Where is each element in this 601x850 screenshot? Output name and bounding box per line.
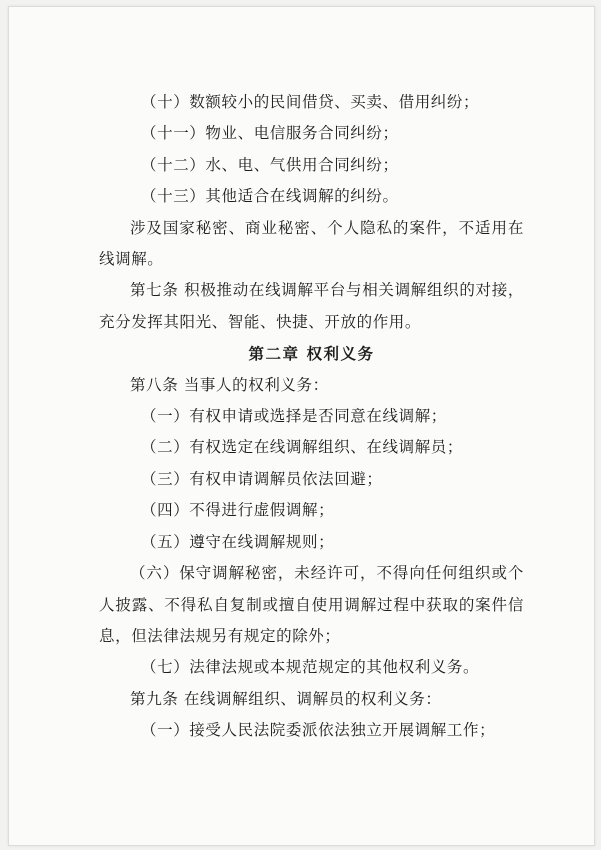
clause-13: （十三）其他适合在线调解的纠纷。 bbox=[141, 187, 399, 206]
clause-12: （十二）水、电、气供用合同纠纷； bbox=[141, 155, 399, 174]
document-page bbox=[8, 6, 595, 846]
clause-10: （十）数额较小的民间借贷、买卖、借用纠纷； bbox=[141, 93, 480, 111]
document-body bbox=[99, 87, 524, 747]
article-7: 第七条 积极推动在线调解平台与相关调解组织的对接，充分发挥其阳光、智能、快捷、开放的作用。 bbox=[99, 281, 524, 331]
article-8-item-7: （七）法律法规或本规范规定的其他权利义务。 bbox=[141, 658, 480, 677]
article-9-title: 第九条 在线调解组织、调解员的权利义务： bbox=[130, 689, 442, 708]
exclusion-paragraph: 涉及国家秘密、商业秘密、个人隐私的案件，不适用在线调解。 bbox=[99, 218, 524, 269]
article-8-item-6: （六）保守调解秘密，未经许可，不得向任何组织或个人披露、不得私自复制或擅自使用调解过程中获取的案件信息，但法律法规另有规定的除外； bbox=[99, 564, 524, 645]
article-8-item-5: （五）遵守在线调解规则； bbox=[141, 532, 335, 551]
article-8-item-2: （二）有权选定在线调解组织、在线调解员； bbox=[141, 438, 464, 457]
article-8-item-4: （四）不得进行虚假调解； bbox=[141, 501, 335, 520]
article-8-item-3: （三）有权申请调解员依法回避； bbox=[141, 469, 383, 488]
article-8-item-1: （一）有权申请或选择是否同意在线调解； bbox=[141, 407, 447, 426]
article-8-title: 第八条 当事人的权利义务： bbox=[130, 375, 329, 394]
chapter-title: 第二章 权利义务 bbox=[248, 344, 375, 364]
article-9-item-1: （一）接受人民法院委派依法独立开展调解工作； bbox=[141, 721, 496, 740]
clause-11: （十一）物业、电信服务合同纠纷； bbox=[141, 124, 399, 143]
